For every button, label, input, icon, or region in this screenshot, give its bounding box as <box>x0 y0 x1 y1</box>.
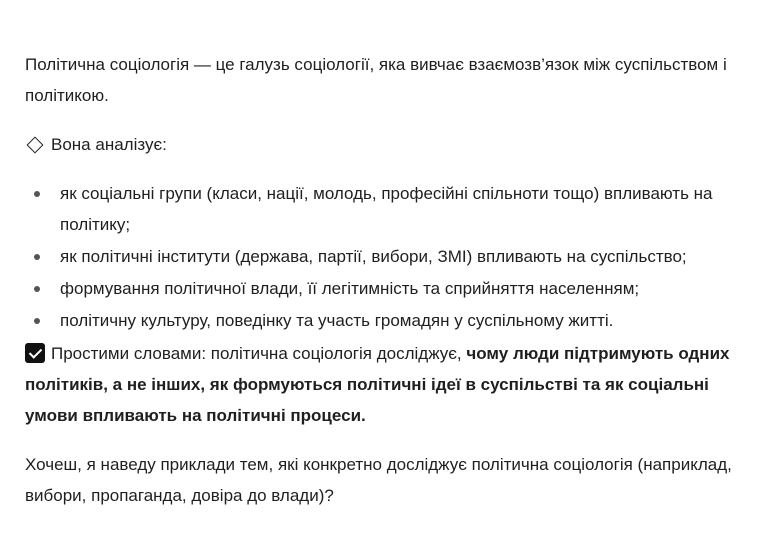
bullet-dot <box>34 318 40 324</box>
list-item <box>25 178 735 240</box>
bullet-dot <box>34 191 40 197</box>
check-mark-button-icon <box>25 343 45 363</box>
list-item-text: політичну культуру, поведінку та участь громадян у суспільному житті. <box>60 311 614 330</box>
bullet-dot <box>34 254 40 260</box>
diamond-outline-icon <box>27 136 44 153</box>
list-item <box>25 241 735 272</box>
summary-bold-text: чому люди підтримують одних політиків, а не інших, як формуються політичні ідеї в суспільстві та як соціальні умови впливають на політичні процеси. <box>25 344 730 425</box>
list-item <box>25 273 735 304</box>
list-item <box>25 305 735 336</box>
followup-question: Хочеш, я наведу приклади тем, які конкретно досліджує політична соціологія (наприклад, вибори, пропаганда, довіра до влади)? <box>25 455 732 505</box>
list-item-text: як соціальні групи (класи, нації, молодь, професійні спільноти тощо) впливають на політику; <box>60 184 713 234</box>
bullet-dot <box>34 286 40 292</box>
list-item-text: як політичні інститути (держава, партії, вибори, ЗМІ) впливають на суспільство; <box>60 247 687 266</box>
summary-paragraph <box>25 338 735 431</box>
analyzes-label: Вона аналізує: <box>51 135 167 154</box>
analyzes-heading <box>25 129 735 160</box>
intro-paragraph: Політична соціологія — це галузь соціології, яка вивчає взаємозв’язок між суспільством і політикою. <box>25 55 727 105</box>
list-item-text: формування політичної влади, її легітимність та сприйняття населенням; <box>60 279 640 298</box>
assistant-message <box>25 49 735 511</box>
summary-text: Простими словами: політична соціологія досліджує, <box>51 344 462 363</box>
bullet-list <box>25 178 735 336</box>
